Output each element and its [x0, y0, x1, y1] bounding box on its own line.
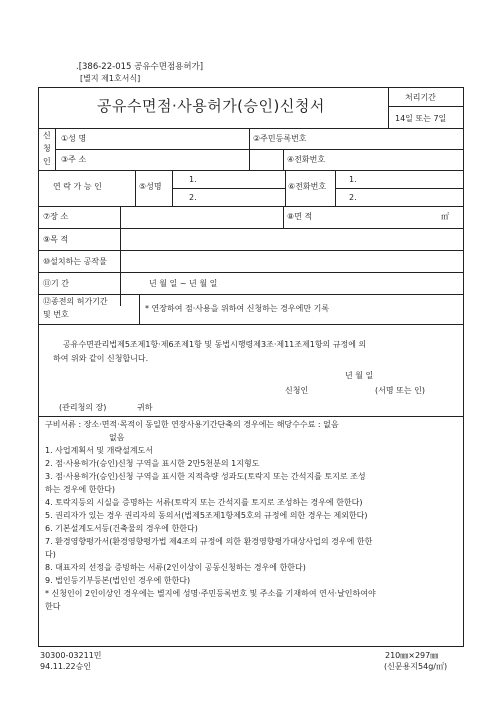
doc-item: 4. 토락지등의 시실을 증명하는 서류(토락지 또는 간석지를 토지로 조성하는 경우에 한한다) [45, 498, 363, 507]
doc-item: 2. 점·사용허가(승인)신청 구역을 표시한 2만5천분의 1지형도 [45, 459, 260, 468]
required-docs-line-2: 없음 [109, 433, 125, 442]
contact-name-2: 2. [189, 193, 197, 202]
paper-type: (신문용지54g/㎡) [384, 662, 448, 671]
processing-period-value: 14일 또는 7일 [395, 114, 447, 123]
area-label: ⑧면 적 [287, 212, 313, 221]
phone-label: ④전화번호 [287, 155, 326, 164]
purpose-label: ⑨목 적 [43, 235, 69, 244]
application-form [38, 87, 464, 647]
doc-item: 8. 대표자의 선정을 증빙하는 서류(2인이상이 공동신청하는 경우에 한한다) [45, 563, 306, 572]
doc-item: 6. 기본설계도서등(건축물의 경우에 한한다) [45, 524, 198, 533]
doc-item: 다) [45, 550, 56, 559]
applicant-line: 신청인 [285, 386, 309, 395]
structure-label: ⑩설치하는 공작물 [43, 257, 107, 266]
place-label: ⑦장 소 [43, 212, 69, 221]
form-title: 공유수면점·사용허가(승인)신청서 [97, 97, 325, 115]
form-number: [별지 제1호서식] [80, 74, 141, 83]
contact-phone-label: ⑥전화번호 [288, 182, 327, 191]
name-label: ①성 명 [61, 134, 87, 143]
doc-item: 5. 권리자가 있는 경우 권리자의 동의서(법제5조제1항제5호의 규정에 의한 경우는 제외한다) [45, 511, 368, 520]
signature-note: (서명 또는 인) [375, 386, 425, 395]
recipient-org: (관리청의 장) [59, 403, 107, 412]
contact-label: 연 락 가 능 인 [53, 182, 102, 191]
declaration-line-2: 하여 위와 같이 신청합니다. [53, 354, 149, 363]
resident-number-label: ②주민등록번호 [253, 134, 307, 143]
doc-item: 9. 법인등기부등본(법인인 경우에 한한다) [45, 576, 191, 585]
area-unit: ㎡ [441, 212, 449, 221]
previous-permit-label-2: 및 번호 [43, 310, 69, 319]
required-docs-line-1: 구비서류 : 장소·면적·목적이 동일한 연장사용기간단축의 경우에는 해당수수료 : 없음 [45, 420, 339, 429]
contact-phone-1: 1. [349, 175, 357, 184]
processing-period-label: 처리기간 [405, 93, 436, 102]
address-label: ③주 소 [61, 155, 87, 164]
applicant-side-1: 신 [43, 131, 51, 140]
doc-item: 3. 점·사용허가(승인)신청 구역을 표시한 지적측량 성과도(토락지 또는 간석지를 토지로 조성 [45, 472, 366, 481]
doc-item: 7. 환경영향평가서(환경영향평가법 제4조의 규정에 의한 환경영향평가대상사업의 경우에 한한 [45, 537, 373, 546]
paper-size: 210㎜×297㎜ [385, 651, 439, 660]
contact-phone-2: 2. [349, 193, 357, 202]
contact-name-label: ⑤성명 [139, 182, 162, 191]
footer-code-1: 30300-03211민 [40, 651, 102, 660]
recipient-suffix: 귀하 [137, 403, 153, 412]
footer-code-2: 94.11.22승인 [40, 662, 92, 671]
period-value: 년 월 일 ~ 년 월 일 [149, 279, 218, 288]
previous-permit-note: * 연장하여 점·사용을 위하여 신청하는 경우에만 기록 [145, 304, 330, 313]
doc-item: 1. 사업계획서 및 개략설계도서 [45, 446, 153, 455]
previous-permit-label: ⑫종전의 허가기간 [43, 297, 108, 306]
doc-item: * 신청인이 2인이상인 경우에는 별지에 성명·주민등록번호 및 주소를 기재하여 연서·날인하여야 [45, 589, 376, 598]
contact-name-1: 1. [189, 175, 197, 184]
applicant-side-3: 인 [43, 157, 51, 166]
date-line: 년 월 일 [345, 371, 374, 380]
doc-item: 하는 경우에 한한다) [45, 485, 116, 494]
applicant-side-2: 청 [43, 144, 51, 153]
period-label: ⑪기 간 [43, 279, 69, 288]
form-code: .[386-22-015 공유수면점용허가] [76, 62, 204, 72]
doc-item: 한다 [45, 602, 61, 611]
declaration-line-1: 공유수면관리법제5조제1항·제6조제1항 및 동법시행령제3조·제11조제1항의 규정에 의 [63, 340, 367, 349]
